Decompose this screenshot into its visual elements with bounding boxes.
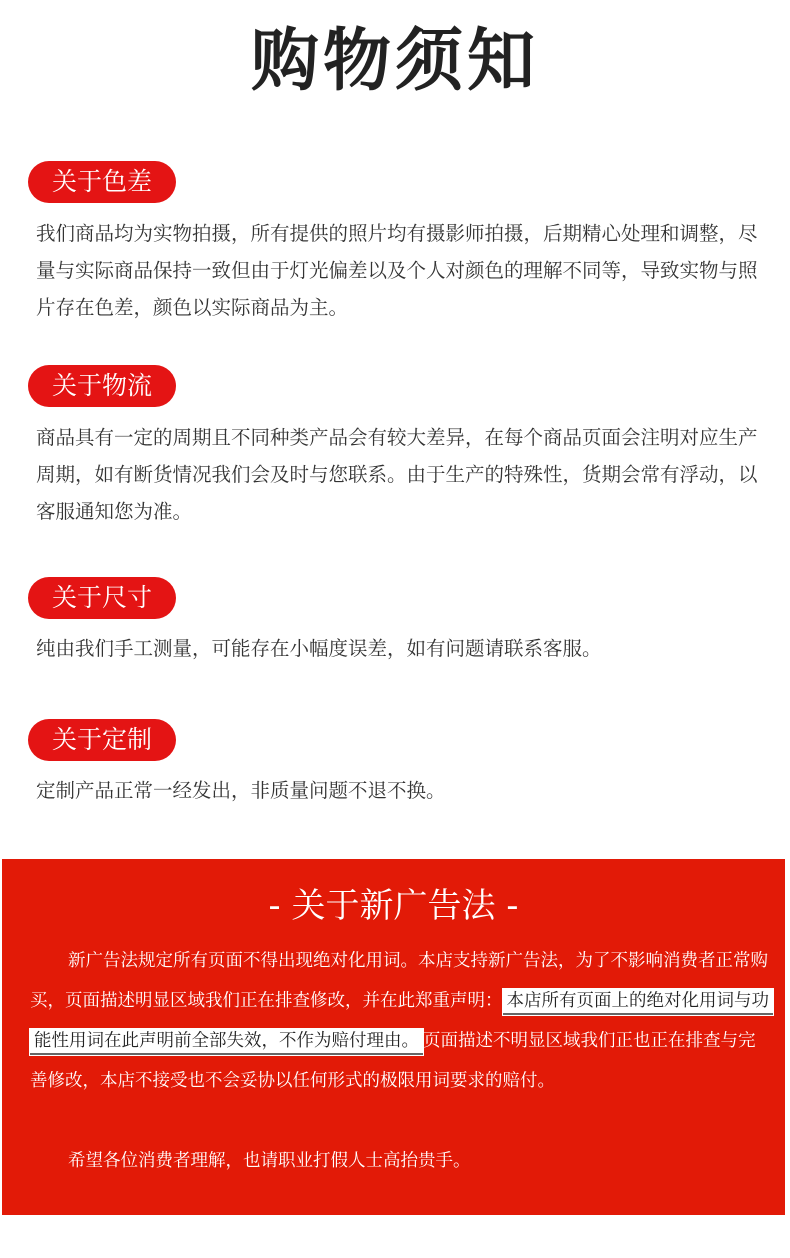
section-heading-size: 关于尺寸 [28, 577, 176, 619]
section-text-size: 纯由我们手工测量，可能存在小幅度误差，如有问题请联系客服。 [36, 637, 602, 660]
section-text-color-difference: 我们商品均为实物拍摄，所有提供的照片均有摄影师拍摄，后期精心处理和调整，尽量与实际商品保持一致但由于灯光偏差以及个人对颜色的理解不同等，导致实物与照片存在色差，颜色以实际商品为主。 [36, 222, 758, 319]
section-text-customization: 定制产品正常一经发出，非质量问题不退不换。 [36, 779, 446, 802]
law-title: - 关于新广告法 - [268, 886, 519, 926]
law-paragraph-1 [30, 941, 772, 1101]
advertising-law-notice [2, 859, 785, 1215]
law-highlight: 本店所有页面上的绝对化用词与功能性用词在此声明前全部失效，不作为赔付理由。 [30, 989, 773, 1055]
law-text-before: 新广告法规定所有页面不得出现绝对化用词。本店支持新广告法，为了不影响消费者正常购买，页面描述明显区域我们正在排查修改，并在此郑重声明： [30, 951, 768, 1011]
section-heading-logistics: 关于物流 [28, 365, 176, 407]
law-paragraph-2: 希望各位消费者理解，也请职业打假人士高抬贵手。 [68, 1151, 471, 1171]
section-heading-customization: 关于定制 [28, 719, 176, 761]
section-heading-color-difference: 关于色差 [28, 161, 176, 203]
section-text-logistics: 商品具有一定的周期且不同种类产品会有较大差异，在每个商品页面会注明对应生产周期，如有断货情况我们会及时与您联系。由于生产的特殊性，货期会常有浮动，以客服通知您为准。 [36, 426, 758, 523]
law-text-after: 页面描述不明显区域我们正也正在排查与完善修改，本店不接受也不会妥协以任何形式的极限用词要求的赔付。 [30, 1031, 756, 1091]
page-title: 购物须知 [250, 22, 539, 101]
